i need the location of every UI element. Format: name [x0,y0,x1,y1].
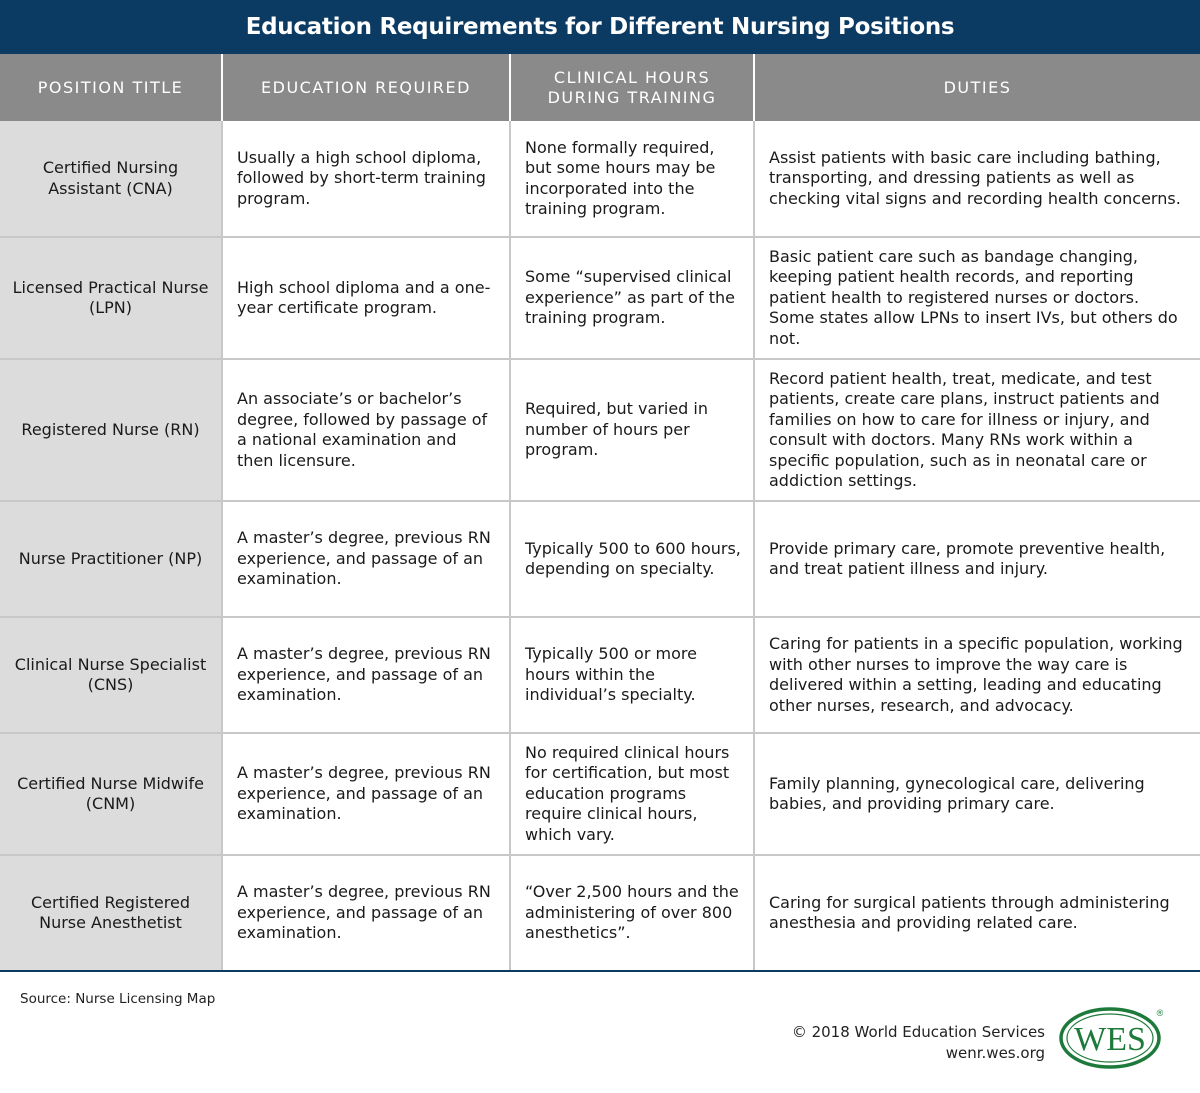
hours-cell: None formally required, but some hours may be incorporated into the training program. [510,121,754,237]
nursing-requirements-table [0,54,1200,972]
duties-cell: Assist patients with basic care including bathing, transporting, and dressing patients as well as checking vital signs and recording health concerns. [754,121,1200,237]
position-cell: Certified Nurse Midwife (CNM) [0,733,222,855]
education-cell: A master’s degree, previous RN experience, and passage of an examination. [222,733,510,855]
duties-cell: Basic patient care such as bandage changing, keeping patient health records, and reporting patient health to registered nurses or doctors. Some states allow LPNs to insert IVs, but others do not. [754,237,1200,359]
copyright-text: © 2018 World Education Services [791,1023,1045,1041]
position-cell: Clinical Nurse Specialist (CNS) [0,617,222,733]
position-cell: Nurse Practitioner (NP) [0,501,222,617]
duties-cell: Record patient health, treat, medicate, and test patients, create care plans, instruct patients and families on how to care for illness or injury, and consult with doctors. Many RNs work within a specific population, such as in neonatal care or addiction settings. [754,359,1200,501]
table-row [0,359,1200,501]
hours-cell: “Over 2,500 hours and the administering of over 800 anesthetics”. [510,855,754,971]
column-header-clinical-hours: CLINICAL HOURS DURING TRAINING [510,54,754,121]
table-row [0,237,1200,359]
duties-cell: Caring for surgical patients through administering anesthesia and providing related care. [754,855,1200,971]
hours-cell: Typically 500 or more hours within the individual’s specialty. [510,617,754,733]
hours-cell: Required, but varied in number of hours per program. [510,359,754,501]
hours-cell: Some “supervised clinical experience” as part of the training program. [510,237,754,359]
column-header-position: POSITION TITLE [0,54,222,121]
duties-cell: Provide primary care, promote preventive health, and treat patient illness and injury. [754,501,1200,617]
education-cell: A master’s degree, previous RN experience, and passage of an examination. [222,501,510,617]
copyright-block [792,1022,1045,1064]
column-header-education: EDUCATION REQUIRED [222,54,510,121]
table-row [0,617,1200,733]
registered-mark: ® [1156,1008,1164,1018]
education-cell: An associate’s or bachelor’s degree, followed by passage of a national examination and then licensure. [222,359,510,501]
wes-logo-text: WES [1074,1021,1146,1058]
table-row [0,733,1200,855]
page-title: Education Requirements for Different Nursing Positions [0,0,1200,54]
education-cell: A master’s degree, previous RN experience, and passage of an examination. [222,617,510,733]
table-header-row [0,54,1200,121]
position-cell: Registered Nurse (RN) [0,359,222,501]
table-row [0,855,1200,971]
table-row [0,501,1200,617]
column-header-duties: DUTIES [754,54,1200,121]
website-text: wenr.wes.org [945,1044,1045,1062]
hours-cell: Typically 500 to 600 hours, depending on specialty. [510,501,754,617]
hours-cell: No required clinical hours for certification, but most education programs require clinical hours, which vary. [510,733,754,855]
table-row [0,121,1200,237]
education-cell: Usually a high school diploma, followed by short-term training program. [222,121,510,237]
education-cell: High school diploma and a one-year certificate program. [222,237,510,359]
duties-cell: Family planning, gynecological care, delivering babies, and providing primary care. [754,733,1200,855]
education-cell: A master’s degree, previous RN experience, and passage of an examination. [222,855,510,971]
source-note: Source: Nurse Licensing Map [20,991,216,1007]
duties-cell: Caring for patients in a specific population, working with other nurses to improve the way care is delivered within a setting, leading and educating other nurses, research, and advocacy. [754,617,1200,733]
position-cell: Certified Nursing Assistant (CNA) [0,121,222,237]
position-cell: Licensed Practical Nurse (LPN) [0,237,222,359]
position-cell: Certified Registered Nurse Anesthetist [0,855,222,971]
wes-logo-icon [1058,1004,1166,1070]
